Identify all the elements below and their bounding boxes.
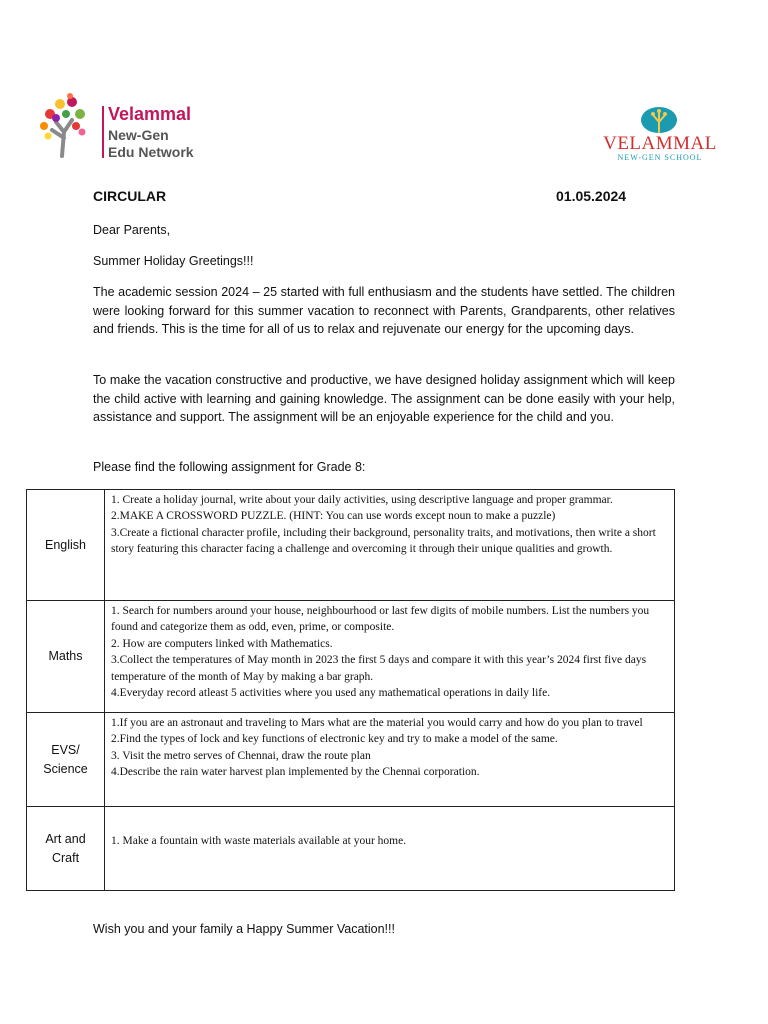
tasks-cell <box>105 807 675 891</box>
velammal-new-gen-school-logo <box>592 106 728 162</box>
table-row <box>27 807 675 891</box>
task-item: 4.Describe the rain water harvest plan implemented by the Chennai corporation. <box>111 766 480 779</box>
task-item: 2.MAKE A CROSSWORD PUZZLE. (HINT: You can use words except noun to make a puzzle) <box>111 510 556 523</box>
subject-cell: Maths <box>27 601 105 713</box>
task-item: 2. How are computers linked with Mathematics. <box>111 637 333 650</box>
logo-text-line1: Velammal <box>108 104 192 124</box>
logo-text-line3: Edu Network <box>108 144 194 160</box>
task-item: 1. Search for numbers around your house, neighbourhood or last few digits of mobile numbers. List the numbers you found and categorize them as odd, even, prime, or composite. <box>111 605 650 634</box>
task-item: 2.Find the types of lock and key functions of electronic key and try to make a model of the same. <box>111 733 558 746</box>
subject-cell: EVS/ Science <box>27 713 105 807</box>
task-item: 4.Everyday record atleast 5 activities where you used any mathematical operations in daily life. <box>111 687 551 700</box>
task-item: 3.Collect the temperatures of May month in 2023 the first 5 days and compare it with this year’s 2024 first five days temperature of the month of May by making a bar graph. <box>111 654 647 683</box>
school-subtitle: NEW-GEN SCHOOL <box>617 153 703 162</box>
table-row <box>27 490 675 601</box>
subject-cell: Art and Craft <box>27 807 105 891</box>
task-item: 3. Visit the metro serves of Chennai, draw the route plan <box>111 749 371 762</box>
table-row <box>27 601 675 713</box>
task-item: 1.If you are an astronaut and traveling to Mars what are the material you would carry and how do you plan to travel <box>111 717 643 729</box>
velammal-edu-network-logo <box>36 92 216 162</box>
table-row <box>27 713 675 807</box>
greeting: Summer Holiday Greetings!!! <box>93 254 254 268</box>
salutation: Dear Parents, <box>93 223 171 237</box>
tree-logo-icon <box>36 92 96 158</box>
logo-divider <box>102 106 104 158</box>
assignment-table <box>26 489 675 891</box>
task-item: 1. Make a fountain with waste materials available at your home. <box>111 835 407 847</box>
closing-line: Wish you and your family a Happy Summer Vacation!!! <box>93 922 395 936</box>
task-item: 1. Create a holiday journal, write about your daily activities, using descriptive language and proper grammar. <box>111 494 613 506</box>
circular-title: CIRCULAR <box>93 188 167 204</box>
logo-text-line2: New-Gen <box>108 127 169 143</box>
paragraph-2: To make the vacation constructive and productive, we have designed holiday assignment which will keep the child active with learning and gaining knowledge. The assignment can be done easily with your help, assistance and support. The assignment will be an enjoyable experience for the child and you. <box>93 373 675 424</box>
paragraph-1: The academic session 2024 – 25 started with full enthusiasm and the students have settled. The children were looking forward for this summer vacation to reconnect with Parents, Grandparents, other relatives and friends. This is the time for all of us to relax and rejuvenate our energy for the upcoming days. <box>93 285 675 336</box>
tasks-cell <box>105 713 675 807</box>
tasks-cell <box>105 601 675 713</box>
school-name: VELAMMAL <box>603 133 717 154</box>
circular-date: 01.05.2024 <box>556 188 627 204</box>
tasks-cell <box>105 490 675 601</box>
task-item: 3.Create a fictional character profile, including their background, personality traits, and motivations, then write a short story featuring this character facing a challenge and overcoming it through their unique qualities and growth. <box>111 526 656 556</box>
tree-logo-icon <box>640 106 678 134</box>
subject-cell: English <box>27 490 105 601</box>
assignment-intro: Please find the following assignment for Grade 8: <box>93 460 366 474</box>
